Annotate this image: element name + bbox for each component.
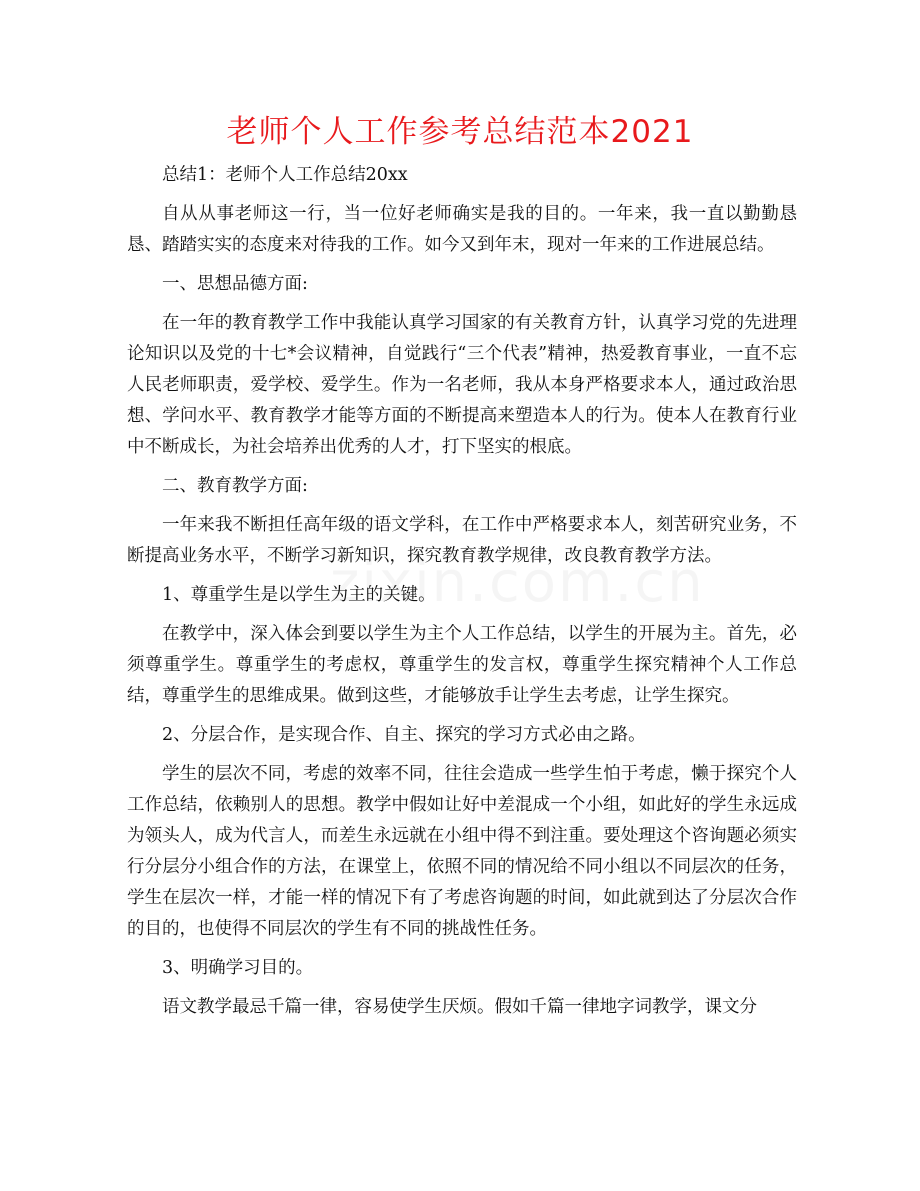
paragraph-respect: 在教学中，深入体会到要以学生为主个人工作总结，以学生的开展为主。首先，必须尊重学生。尊重学生的考虑权，尊重学生的发言权，尊重学生探究精神个人工作总结，尊重学生的思维成果。做到这些，才能够放手让学生去考虑，让学生探究。 (127, 624, 797, 706)
point-heading-goals: 3、明确学习目的。 (162, 958, 314, 978)
section-heading-morality: 一、思想品德方面: (162, 274, 308, 294)
paragraph-morality: 在一年的教育教学工作中我能认真学习国家的有关教育方针，认真学习党的先进理论知识以及党的十七*会议精神，自觉践行“三个代表”精神，热爱教育事业，一直不忘人民老师职责，爱学校、爱学生。作为一名老师，我从本身严格要求本人，通过政治思想、学问水平、教育教学才能等方面的不断提高来塑造本人的行为。使本人在教育行业中不断成长，为社会培养出优秀的人才，打下坚实的根底。 (127, 313, 797, 457)
paragraph-layered: 学生的层次不同，考虑的效率不同，往往会造成一些学生怕于考虑，懒于探究个人工作总结，依赖别人的思想。教学中假如让好中差混成一个小组，如此好的学生永远成为领头人，成为代言人，而差生永远就在小组中得不到注重。要处理这个咨询题必须实行分层分小组合作的方法，在课堂上，依照不同的情况给不同小组以不同层次的任务，学生在层次一样，才能一样的情况下有了考虑咨询题的时间，如此就到达了分层次合作的目的，也使得不同层次的学生有不同的挑战性任务。 (127, 764, 797, 939)
point-heading-respect: 1、尊重学生是以学生为主的关键。 (162, 585, 436, 605)
point-heading-layered: 2、分层合作，是实现合作、自主、探究的学习方式必由之路。 (162, 725, 646, 745)
paragraph-intro: 自从从事老师这一行，当一位好老师确实是我的目的。一年来，我一直以勤勤恳恳、踏踏实实的态度来对待我的工作。如今又到年末，现对一年来的工作进展总结。 (127, 204, 797, 255)
paragraph-summary-heading: 总结1：老师个人工作总结20xx (162, 165, 408, 185)
paragraph-teaching: 一年来我不断担任高年级的语文学科，在工作中严格要求本人，刻苦研究业务，不断提高业务水平，不断学习新知识，探究教育教学规律，改良教育教学方法。 (127, 515, 797, 566)
document-title: 老师个人工作参考总结范本2021 (226, 114, 694, 150)
paragraph-goals: 语文教学最忌千篇一律，容易使学生厌烦。假如千篇一律地字词教学，课文分 (162, 997, 757, 1017)
document-body (127, 160, 797, 1031)
section-heading-teaching: 二、教育教学方面: (162, 476, 308, 496)
